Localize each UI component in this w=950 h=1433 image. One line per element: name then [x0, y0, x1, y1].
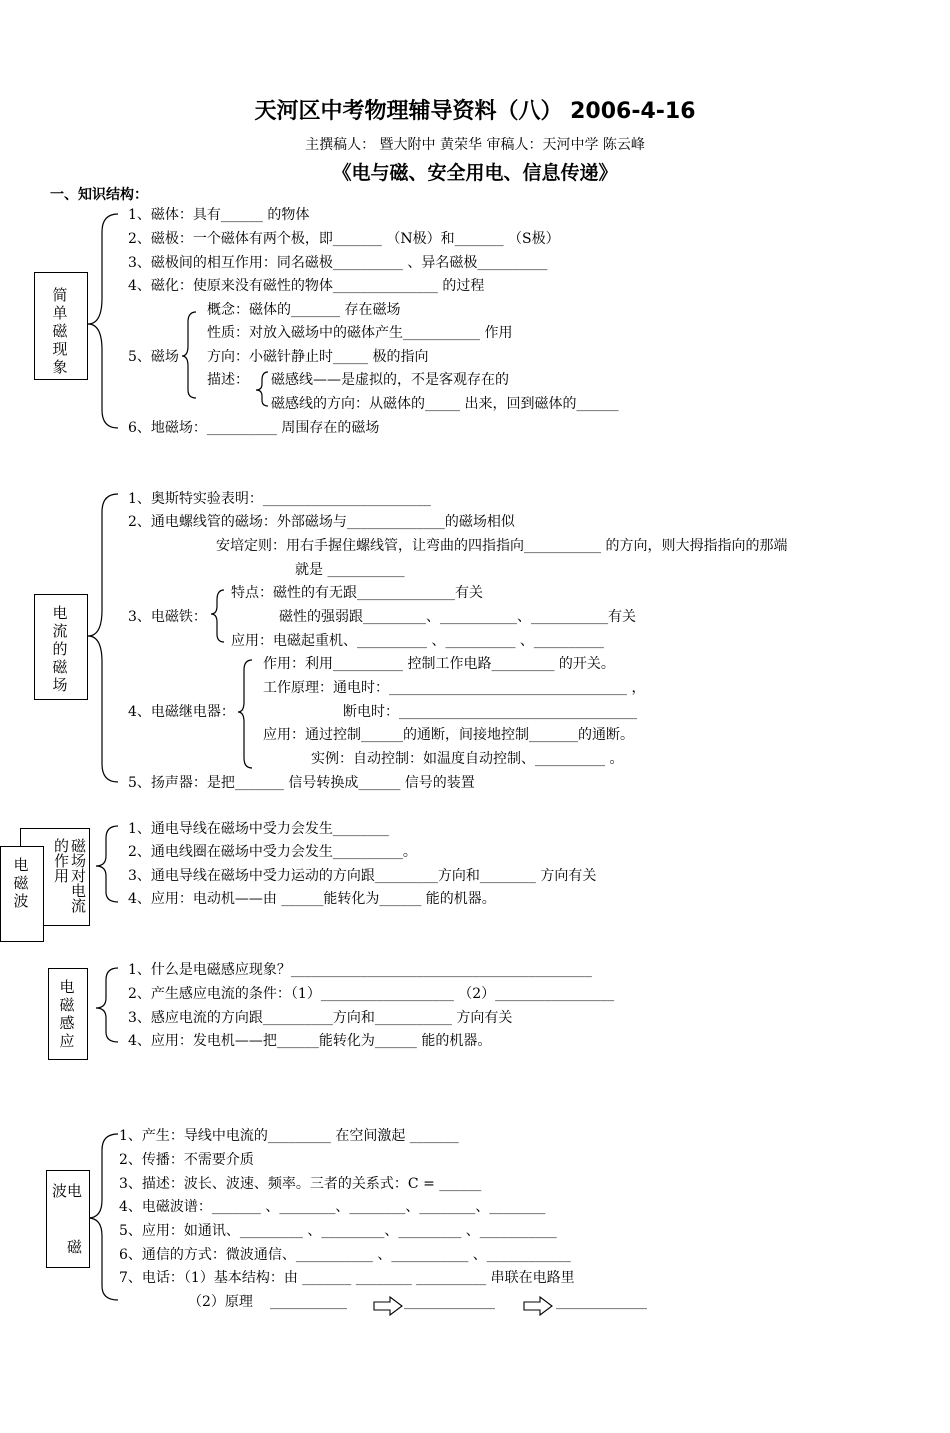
arrow-right-icon [524, 1297, 552, 1315]
label-force-on-current [48, 838, 86, 918]
authors-line: 主撰稿人： 暨大附中 黄荣华 审稿人：天河中学 陈云峰 [305, 137, 645, 153]
s2-line-3b: 磁性的强弱跟_________、___________、___________有关 [279, 609, 636, 625]
label-simple-magnetism: 简单磁现象 [52, 286, 68, 376]
s4-line-1: 1、什么是电磁感应现象？___________________________________________ [128, 962, 592, 978]
s1-line-2: 2、磁极：一个磁体有两个极，即_______ （N极）和_______ （S极） [128, 231, 560, 247]
s5-line-8-blank-1: ___________ [270, 1294, 347, 1310]
s5-line-5: 5、应用：如通讯、_________ 、_________、_________ 、___________ [119, 1223, 557, 1239]
s1-line-5d1: 磁感线——是虚拟的，不是客观存在的 [271, 372, 509, 388]
s1-line-5d2: 磁感线的方向：从磁体的_____ 出来，回到磁体的______ [271, 396, 619, 412]
label-em-wave-bottom: 磁 [67, 1238, 83, 1256]
s3-line-3: 3、通电导线在磁场中受力运动的方向跟_________方向和________ 方向有关 [128, 868, 597, 884]
s4-line-3: 3、感应电流的方向跟__________方向和___________ 方向有关 [128, 1010, 513, 1026]
s1-line-5d: 描述： [207, 372, 249, 388]
label-em-wave-top: 波电 [52, 1182, 83, 1200]
arrow-right-icon [374, 1297, 402, 1315]
s2-line-4b: 工作原理：通电时：__________________________________ ， [263, 680, 646, 696]
s4-line-2: 2、产生感应电流的条件：（1）___________________ （2）_________________ [128, 986, 615, 1002]
s1-line-5c: 方向：小磁针静止时_____ 极的指向 [207, 349, 429, 365]
s5-line-8-blank-2: _____________ [404, 1294, 495, 1310]
s5-line-8-blank-3: _____________ [556, 1294, 647, 1310]
s5-line-6: 6、通信的方式：微波通信、___________ 、___________ 、____________ [119, 1247, 571, 1263]
s2-line-4e: 实例：自动控制：如温度自动控制、__________ 。 [311, 751, 624, 767]
s5-line-3: 3、描述：波长、波速、频率。三者的关系式：C = ______ [119, 1176, 482, 1192]
s2-line-2a: 安培定则：用右手握住螺线管，让弯曲的四指指向___________ 的方向，则大拇指指向的那端 [216, 538, 788, 554]
s1-line-5a: 概念：磁体的_______ 存在磁场 [207, 302, 401, 318]
s2-line-3c: 应用：电磁起重机、__________ 、__________ 、__________ [231, 633, 604, 649]
s1-line-5b: 性质：对放入磁场中的磁体产生___________ 作用 [207, 325, 513, 341]
section-heading: 一、知识结构： [50, 187, 148, 203]
s2-line-1: 1、奥斯特实验表明：________________________ [128, 491, 431, 507]
s5-line-2: 2、传播：不需要介质 [119, 1152, 254, 1168]
s2-line-4a: 作用：利用__________ 控制工作电路_________ 的开关。 [263, 656, 615, 672]
s5-line-1: 1、产生：导线中电流的_________ 在空间激起 _______ [119, 1128, 459, 1144]
s1-line-6: 6、地磁场：__________ 周围存在的磁场 [128, 420, 380, 436]
s3-line-4: 4、应用：电动机——由 ______能转化为______ 能的机器。 [128, 891, 496, 907]
label-em-induction: 电磁感应 [59, 978, 75, 1050]
s2-line-3a: 特点：磁性的有无跟______________有关 [231, 585, 483, 601]
s5-line-4: 4、电磁波谱：_______ 、________、________、________、________ [119, 1199, 546, 1215]
s1-line-5: 5、磁场 [128, 349, 179, 365]
label-em-wave-side: 电磁波 [13, 856, 29, 910]
s2-line-4c: 断电时：__________________________________ [343, 704, 637, 720]
page-title: 天河区中考物理辅导资料（八） 2006-4-16 [254, 99, 696, 124]
label-force-on-current-text: 磁场对电流的作用 [52, 838, 87, 913]
s3-line-1: 1、通电导线在磁场中受力会发生________ [128, 821, 389, 837]
s2-line-5: 5、扬声器：是把_______ 信号转换成______ 信号的装置 [128, 775, 475, 791]
s1-line-3: 3、磁极间的相互作用：同名磁极__________ 、异名磁极__________ [128, 255, 548, 271]
label-current-magnetism: 电流的磁场 [52, 604, 68, 694]
s1-line-1: 1、磁体：具有______ 的物体 [128, 207, 310, 223]
s2-line-2b: 就是 ___________ [295, 562, 405, 578]
s3-line-2: 2、通电线圈在磁场中受力会发生__________。 [128, 844, 417, 860]
s2-line-3: 3、电磁铁： [128, 609, 207, 625]
s1-line-4: 4、磁化：使原来没有磁性的物体_______________ 的过程 [128, 278, 485, 294]
s5-line-7: 7、电话：（1）基本结构：由 _______ ________ __________ 串联在电路里 [119, 1270, 575, 1286]
s2-line-2: 2、通电螺线管的磁场：外部磁场与______________的磁场相似 [128, 514, 515, 530]
s4-line-4: 4、应用：发电机——把______能转化为______ 能的机器。 [128, 1033, 492, 1049]
page-subtitle: 《电与磁、安全用电、信息传递》 [332, 162, 618, 184]
s5-line-8-label: （2）原理 [188, 1294, 253, 1310]
s2-line-4: 4、电磁继电器： [128, 704, 235, 720]
s2-line-4d: 应用：通过控制______的通断，间接地控制_______的通断。 [263, 727, 634, 743]
